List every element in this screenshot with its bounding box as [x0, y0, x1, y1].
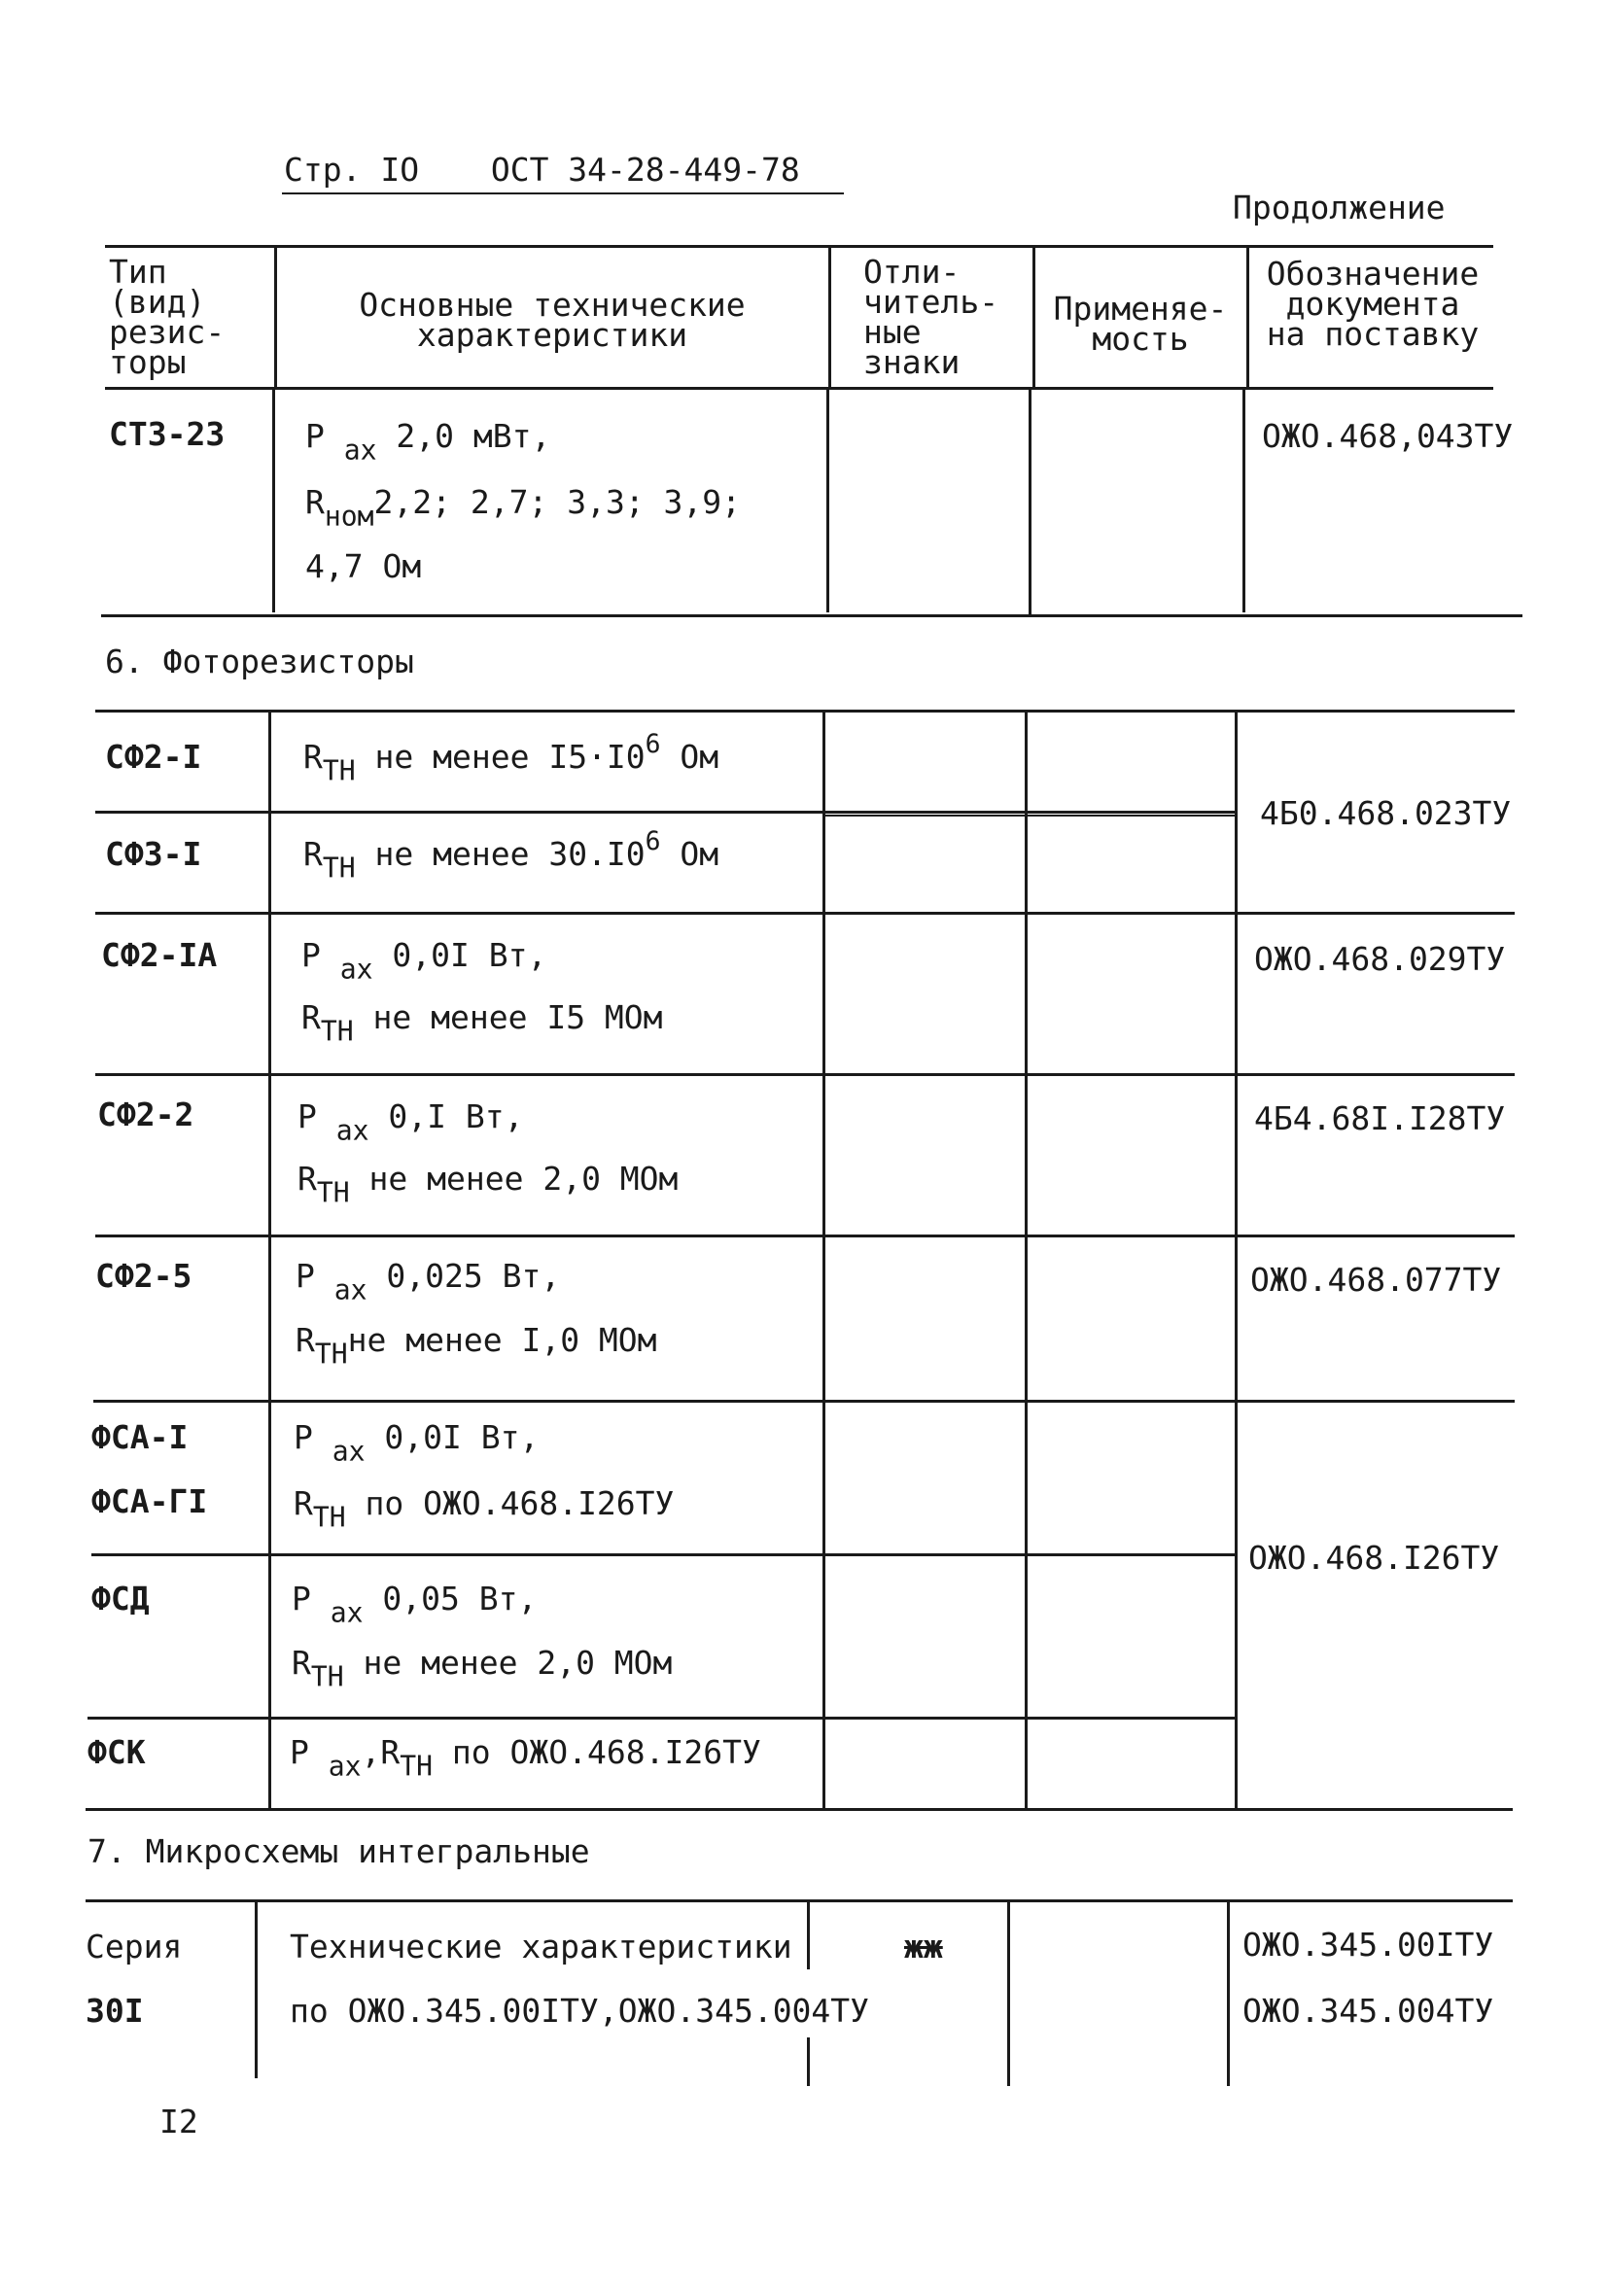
characteristic-line: P $_{ax}$ 2,0 мВт,: [305, 417, 551, 467]
header-divider-1: [274, 245, 277, 390]
section7-top-rule: [86, 1899, 1513, 1902]
characteristic-line: P $_{ax}$ 0,0I Вт,: [294, 1418, 540, 1468]
divider: [822, 710, 825, 1808]
divider: [1007, 1901, 1010, 2086]
continuation-label: Продолжение: [1233, 189, 1446, 226]
row-rule: [87, 1717, 1235, 1720]
divider: [1242, 387, 1245, 612]
standard-code: ОСТ 34-28-449-78: [490, 151, 800, 189]
page-number: I2: [159, 2103, 198, 2140]
characteristic-line: $R_{TH}не$ менее I,0 МОм: [296, 1321, 657, 1371]
row-rule: [93, 1400, 1515, 1403]
row-rule: [95, 1235, 1515, 1237]
document-cell: ОЖО.345.00IТУ: [1242, 1926, 1494, 1964]
characteristic-line: P $_{ax},R_{TH}$ по ОЖО.468.I26ТУ: [290, 1733, 761, 1783]
type-cell: СФ2-IA: [101, 936, 218, 974]
document-cell: ОЖО.345.004ТУ: [1242, 1992, 1494, 2030]
document-cell: 4Б4.68I.I28ТУ: [1254, 1099, 1506, 1137]
divider: [268, 710, 271, 1808]
type-cell: СФЗ-I: [105, 835, 202, 873]
divider: [1025, 710, 1028, 1808]
row-rule: [822, 815, 1235, 817]
header-divider-3: [1032, 245, 1035, 390]
document-cell: ОЖО.468.077ТУ: [1250, 1261, 1502, 1299]
col-header-applicability: Применяе- мость: [1053, 290, 1228, 358]
divider: [826, 387, 829, 612]
type-cell: 30I: [86, 1992, 144, 2030]
characteristic-line: Технические характеристики: [290, 1928, 792, 1966]
characteristic-line: $R_{TH}$ не менее 2,0 МОм: [292, 1644, 673, 1693]
characteristic-line: P $_{ax}$ 0,05 Вт,: [292, 1580, 538, 1629]
characteristic-line: P $_{ax}$ 0,0I Вт,: [301, 936, 547, 986]
col-header-type: Тип (вид) резис- торы: [109, 253, 226, 381]
divider: [272, 387, 275, 612]
divider: [807, 2037, 810, 2086]
type-cell: Серия: [86, 1928, 183, 1966]
page-ref-number: Стр. IO: [284, 151, 420, 189]
characteristic-line: $R_{ном}2,2$; 2,7; 3,3; 3,9;: [305, 483, 742, 533]
col-header-document: Обозначение документа на поставку: [1266, 255, 1480, 353]
header-divider-2: [828, 245, 831, 390]
characteristic-line: $R_{TH}$ по ОЖО.468.I26ТУ: [294, 1484, 675, 1534]
col-header-marks: Отли- читель- ные знаки: [863, 253, 999, 381]
characteristic-line: по ОЖО.345.00IТУ,ОЖО.345.004ТУ: [290, 1992, 870, 2030]
characteristic-line: $R_{TH}$ не менее 2,0 МОм: [297, 1160, 679, 1209]
divider: [1227, 1901, 1230, 2086]
distinctive-mark: жж: [904, 1928, 943, 1966]
characteristic-line: 4,7 Ом: [305, 547, 422, 585]
type-cell: СФ2-2: [97, 1096, 194, 1133]
characteristic-line: $R_{TH}$ не менее $30.I0^6$ Ом: [303, 826, 719, 885]
section6-bottom-rule: [86, 1808, 1513, 1811]
section6-top-rule: [95, 710, 1515, 713]
characteristic-line: $R_{TH}$ не менее I5 МОм: [301, 998, 663, 1048]
row-rule: [95, 912, 1515, 915]
document-cell: ОЖО.468,043ТУ: [1262, 417, 1514, 455]
header-divider-4: [1246, 245, 1249, 390]
document-cell: ОЖО.468.029ТУ: [1254, 940, 1506, 978]
section-title-photoresistors: 6. Фоторезисторы: [105, 643, 414, 680]
divider: [807, 1901, 810, 1969]
row-rule: [101, 614, 1522, 617]
type-cell: ФСА-I: [91, 1418, 189, 1456]
divider: [1029, 387, 1031, 616]
characteristic-line: $R_{TH}$ не менее $I5\cdot I0^6$ Ом: [303, 729, 719, 787]
section-title-microcircuits: 7. Микросхемы интегральные: [87, 1832, 590, 1870]
page-reference: [284, 151, 800, 189]
row-rule: [91, 1553, 1235, 1556]
divider: [255, 1901, 258, 2078]
header-underline: [282, 192, 844, 194]
type-cell: ФСД: [91, 1580, 150, 1618]
type-cell: СТЗ-23: [109, 415, 226, 453]
row-rule: [95, 1073, 1515, 1076]
header-bottom-rule: [105, 387, 1493, 390]
header-top-rule: [105, 245, 1493, 248]
type-cell: СФ2-5: [95, 1257, 192, 1295]
divider: [1235, 710, 1238, 1808]
type-cell: ФСК: [87, 1733, 146, 1771]
type-cell: ФСА-ГI: [91, 1482, 208, 1520]
col-header-characteristics: Основные технические характеристики: [359, 286, 746, 354]
document-cell: 4Б0.468.023ТУ: [1260, 794, 1512, 832]
characteristic-line: P $_{ax}$ 0,I Вт,: [297, 1097, 524, 1147]
document-cell: ОЖО.468.I26ТУ: [1248, 1539, 1500, 1577]
type-cell: СФ2-I: [105, 738, 202, 776]
row-rule: [95, 811, 1235, 814]
characteristic-line: P $_{ax}$ 0,025 Вт,: [296, 1257, 561, 1306]
